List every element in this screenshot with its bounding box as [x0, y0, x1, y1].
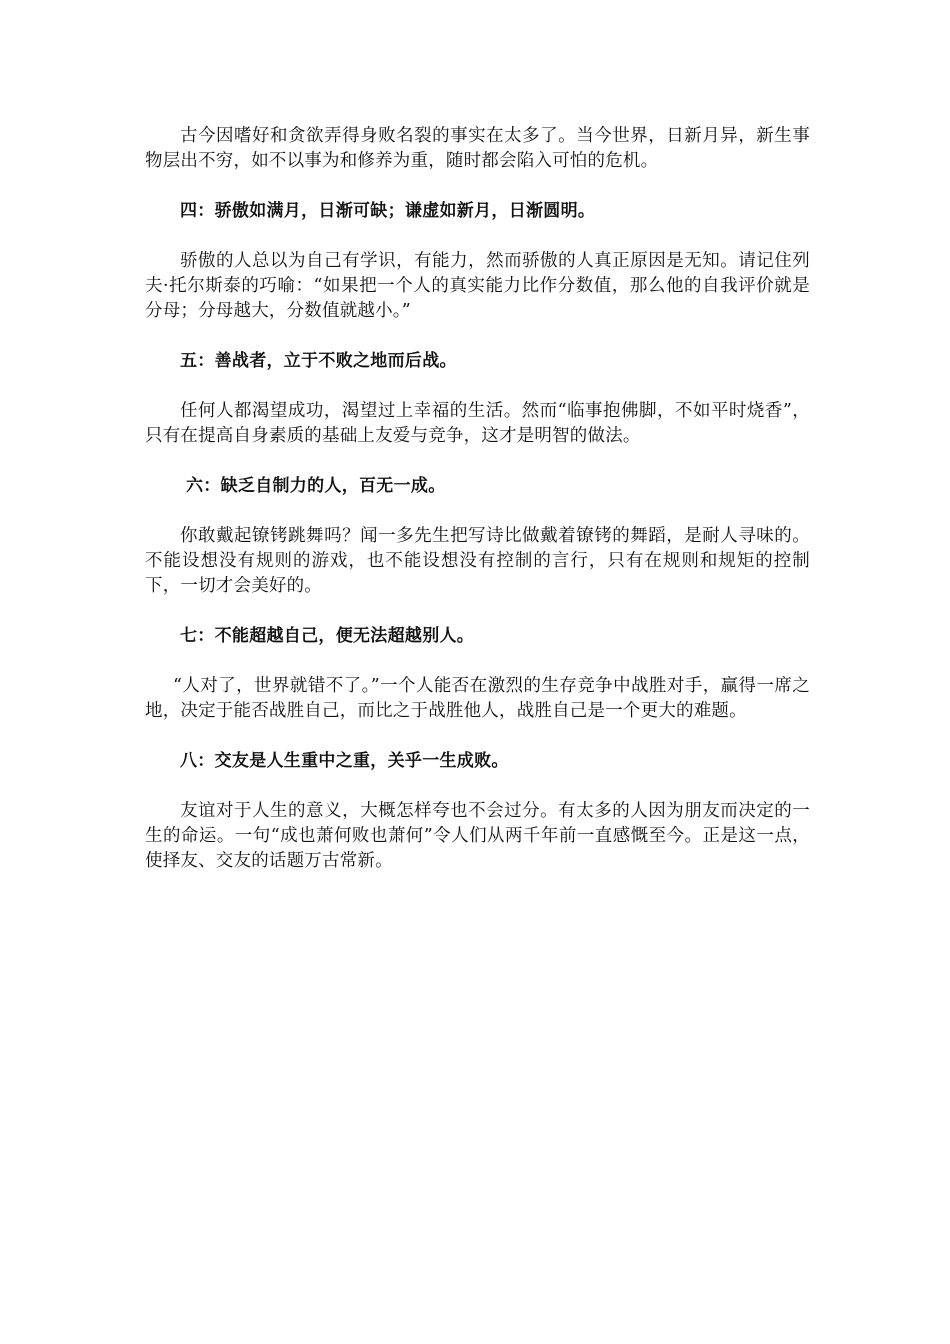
- paragraph-five: 任何人都渴望成功，渴望过上幸福的生活。然而“临事抱佛脚，不如平时烧香”，只有在提高自身素质的基础上友爱与竞争，这才是明智的做法。: [145, 401, 810, 446]
- paragraph-seven: “人对了，世界就错不了。”一个人能否在激烈的生存竞争中战胜对手，赢得一席之地，决定于能否战胜自己，而比之于战胜他人，战胜自己是一个更大的难题。: [145, 676, 810, 721]
- heading-four: 四：骄傲如满月，日渐可缺；谦虚如新月，日渐圆明。: [180, 201, 596, 221]
- paragraph-six: 你敢戴起镣铐跳舞吗？闻一多先生把写诗比做戴着镣铐的舞蹈，是耐人寻味的。不能设想没有规则的游戏，也不能设想没有控制的言行，只有在规则和规矩的控制下，一切才会美好的。: [145, 526, 810, 596]
- paragraph-four: 骄傲的人总以为自己有学识，有能力，然而骄傲的人真正原因是无知。请记住列夫·托尔斯泰的巧喻：“如果把一个人的真实能力比作分数值，那么他的自我评价就是分母；分母越大，分数值就越小。”: [145, 251, 810, 321]
- heading-five: 五：善战者，立于不败之地而后战。: [180, 351, 457, 371]
- paragraph-eight: 友谊对于人生的意义，大概怎样夸也不会过分。有太多的人因为朋友而决定的一生的命运。一句“成也萧何败也萧何”令人们从两千年前一直感慨至今。正是这一点，使择友、交友的话题万古常新。: [145, 801, 810, 871]
- heading-six: 六：缺乏自制力的人，百无一成。: [186, 476, 446, 496]
- document-body: [145, 124, 810, 899]
- heading-seven: 七：不能超越自己，便无法超越别人。: [180, 626, 475, 646]
- heading-eight: 八：交友是人生重中之重，关乎一生成败。: [180, 751, 509, 771]
- paragraph-intro: 古今因嗜好和贪欲弄得身败名裂的事实在太多了。当今世界，日新月异，新生事物层出不穷，如不以事为和修养为重，随时都会陷入可怕的危机。: [145, 126, 810, 171]
